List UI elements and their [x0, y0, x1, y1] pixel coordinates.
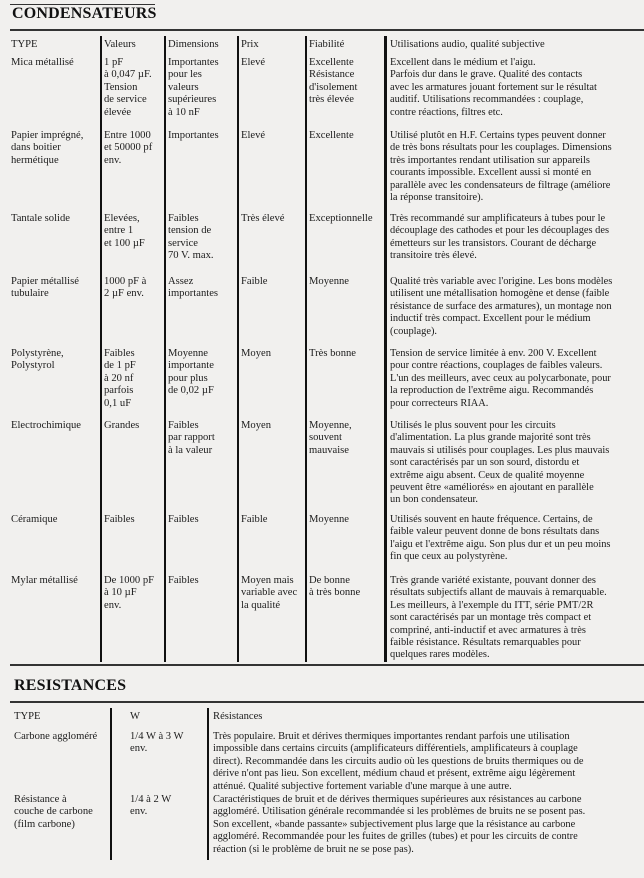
- cell-type: Tantale solide: [11, 213, 70, 224]
- cell-prix: Elevé: [241, 57, 266, 68]
- cell-valeurs: Faibles de 1 pF à 20 nf parfois 0,1 uF: [104, 348, 136, 409]
- cell-prix: Très élevé: [241, 213, 285, 224]
- divider: [10, 664, 644, 666]
- cell-dimensions: Importantes pour les valeurs supérieures à 10 nF: [168, 57, 219, 118]
- cell-dimensions: Moyenne importante pour plus de 0,02 µF: [168, 348, 214, 397]
- cell-fiabilite: Moyenne, souvent mauvaise: [309, 420, 352, 456]
- cell-type: Résistance à couche de carbone (film carbone): [14, 794, 93, 830]
- cell-dimensions: Faibles par rapport à la valeur: [168, 420, 215, 456]
- divider: [10, 29, 644, 31]
- cell-prix: Moyen: [241, 348, 272, 359]
- cell-valeurs: 1000 pF à 2 µF env.: [104, 276, 147, 300]
- cell-valeurs: Entre 1000 et 50000 pf env.: [104, 130, 153, 166]
- cell-resistances: Caractéristiques de bruit et de dérives thermiques supérieures aux résistances au carbone aggloméré. Utilisation générale recommandée si les problèmes de bruits ne se posent pas. Son excellent, «bande passante» subjectivement plus large que la résistance au carbone aggloméré. Recommandée pour les fuites de grilles (tubes) et pour les circuits de contre réaction (si le problème de bruit ne se pose pas).: [213, 794, 586, 855]
- column-header-utilisations: Utilisations audio, qualité subjective: [390, 39, 545, 50]
- cell-valeurs: Elevées, entre 1 et 100 µF: [104, 213, 145, 249]
- cell-type: Mylar métallisé: [11, 575, 78, 586]
- column-header-w: W: [130, 711, 140, 722]
- cell-w: 1/4 W à 3 W env.: [130, 731, 184, 755]
- divider: [10, 701, 644, 703]
- cell-type: Electrochimique: [11, 420, 82, 431]
- cell-fiabilite: Excellente: [309, 130, 354, 141]
- cell-type: Papier métallisé tubulaire: [11, 276, 79, 300]
- column-header-fiabilite: Fiabilité: [309, 39, 345, 50]
- cell-dimensions: Faibles: [168, 514, 199, 525]
- cell-utilisations: Utilisés le plus souvent pour les circuits d'alimentation. La plus grande majorité sont très mauvais si utilisés pour couplages. Les plus mauvais sont caractérisés par un son sourd, distordu et extrême aigu absent. Ceux de qualité moyenne peuvent être «améliorés» en ajoutant en parallèle un bon condensateur.: [390, 420, 610, 506]
- section-title-resistances: RESISTANCES: [14, 677, 127, 694]
- column-header-type: TYPE: [14, 711, 41, 722]
- cell-utilisations: Qualité très variable avec l'origine. Les bons modèles utilisent une métallisation homogène et dense (faible résistance de surface des armatures), un montage non inductif très compact. Excellent pour le médium (couplage).: [390, 276, 613, 337]
- cell-prix: Faible: [241, 514, 268, 525]
- column-header-prix: Prix: [241, 39, 259, 50]
- cell-utilisations: Utilisés souvent en haute fréquence. Certains, de faible valeur peuvent donne de bons résultats dans l'aigu et l'extrême aigu. Son plus dur et un peu moins fin que ceux au polystyrène.: [390, 514, 611, 563]
- cell-dimensions: Faibles tension de service 70 V. max.: [168, 213, 214, 262]
- cell-prix: Faible: [241, 276, 268, 287]
- column-header-type: TYPE: [11, 39, 38, 50]
- cell-type: Céramique: [11, 514, 58, 525]
- cell-utilisations: Excellent dans le médium et l'aigu. Parfois dur dans le grave. Qualité des contacts avec les armatures jouant fortement sur le résultat auditif. Utilisations recommandées : couplage, contre réactions, filtres etc.: [390, 57, 597, 118]
- cell-valeurs: 1 pF à 0,047 µF. Tension de service élevée: [104, 57, 152, 118]
- cell-utilisations: Très recommandé sur amplificateurs à tubes pour le découplage des cathodes et pour les découplages des émetteurs sur les transistors. Courant de décharge transitoire très élevé.: [390, 213, 609, 262]
- cell-utilisations: Utilisé plutôt en H.F. Certains types peuvent donner de très bons résultats pour les couplages. Dimensions très importantes rendant utilisation sur appareils courants impossible. Excellent aussi si monté en parallèle avec les condensateurs de filtrage (améliore la réponse transitoire).: [390, 130, 612, 204]
- cell-resistances: Très populaire. Bruit et dérives thermiques importantes rendant parfois une utilisation impossible dans certains circuits (amplificateurs différentiels, amplificateurs à couplage direct). Recommandée dans les circuits audio où les questions de bruits thermiques ou de dérive n'ont pas lieu. Son excellent, médium chaud et présent, extrême aigu légèrement atténué. Qualité subjective fortement variable d'une marque à une autre.: [213, 731, 584, 792]
- cell-prix: Elevé: [241, 130, 266, 141]
- cell-type: Mica métallisé: [11, 57, 74, 68]
- cell-fiabilite: Exceptionnelle: [309, 213, 373, 224]
- column-header-valeurs: Valeurs: [104, 39, 136, 50]
- cell-prix: Moyen mais variable avec la qualité: [241, 575, 298, 611]
- cell-utilisations: Tension de service limitée à env. 200 V. Excellent pour contre réactions, couplages de faibles valeurs. L'un des meilleurs, avec ceux au polycarbonate, pour la reproduction de l'extrême aigu. Recommandés pour correcteurs RIAA.: [390, 348, 611, 409]
- cell-type: Polystyrène, Polystyrol: [11, 348, 64, 372]
- cell-valeurs: De 1000 pF à 10 µF env.: [104, 575, 155, 611]
- cell-w: 1/4 à 2 W env.: [130, 794, 172, 818]
- cell-dimensions: Faibles: [168, 575, 199, 586]
- cell-type: Carbone aggloméré: [14, 731, 98, 742]
- cell-fiabilite: Moyenne: [309, 514, 350, 525]
- column-header-dimensions: Dimensions: [168, 39, 219, 50]
- cell-fiabilite: De bonne à très bonne: [309, 575, 361, 599]
- cell-fiabilite: Moyenne: [309, 276, 350, 287]
- section-title-condensateurs: CONDENSATEURS: [12, 5, 157, 22]
- cell-type: Papier imprégné, dans boitier hermétique: [11, 130, 84, 166]
- cell-prix: Moyen: [241, 420, 272, 431]
- cell-fiabilite: Excellente Résistance d'isolement très élevée: [309, 57, 358, 106]
- cell-utilisations: Très grande variété existante, pouvant donner des résultats subjectifs allant de mauvais à remarquable. Les meilleurs, à l'exemple du ITT, série PMT/2R sont caractérisés par un montage très compact et compriné, anti-inductif et avec armatures à très faible résistance. Résultats remarquables pour quelques rares modèles.: [390, 575, 607, 661]
- title-overline: [10, 4, 155, 5]
- cell-dimensions: Assez importantes: [168, 276, 219, 300]
- cell-valeurs: Faibles: [104, 514, 135, 525]
- cell-dimensions: Importantes: [168, 130, 219, 141]
- cell-fiabilite: Très bonne: [309, 348, 356, 359]
- column-header-resistances: Résistances: [213, 711, 263, 722]
- cell-valeurs: Grandes: [104, 420, 140, 431]
